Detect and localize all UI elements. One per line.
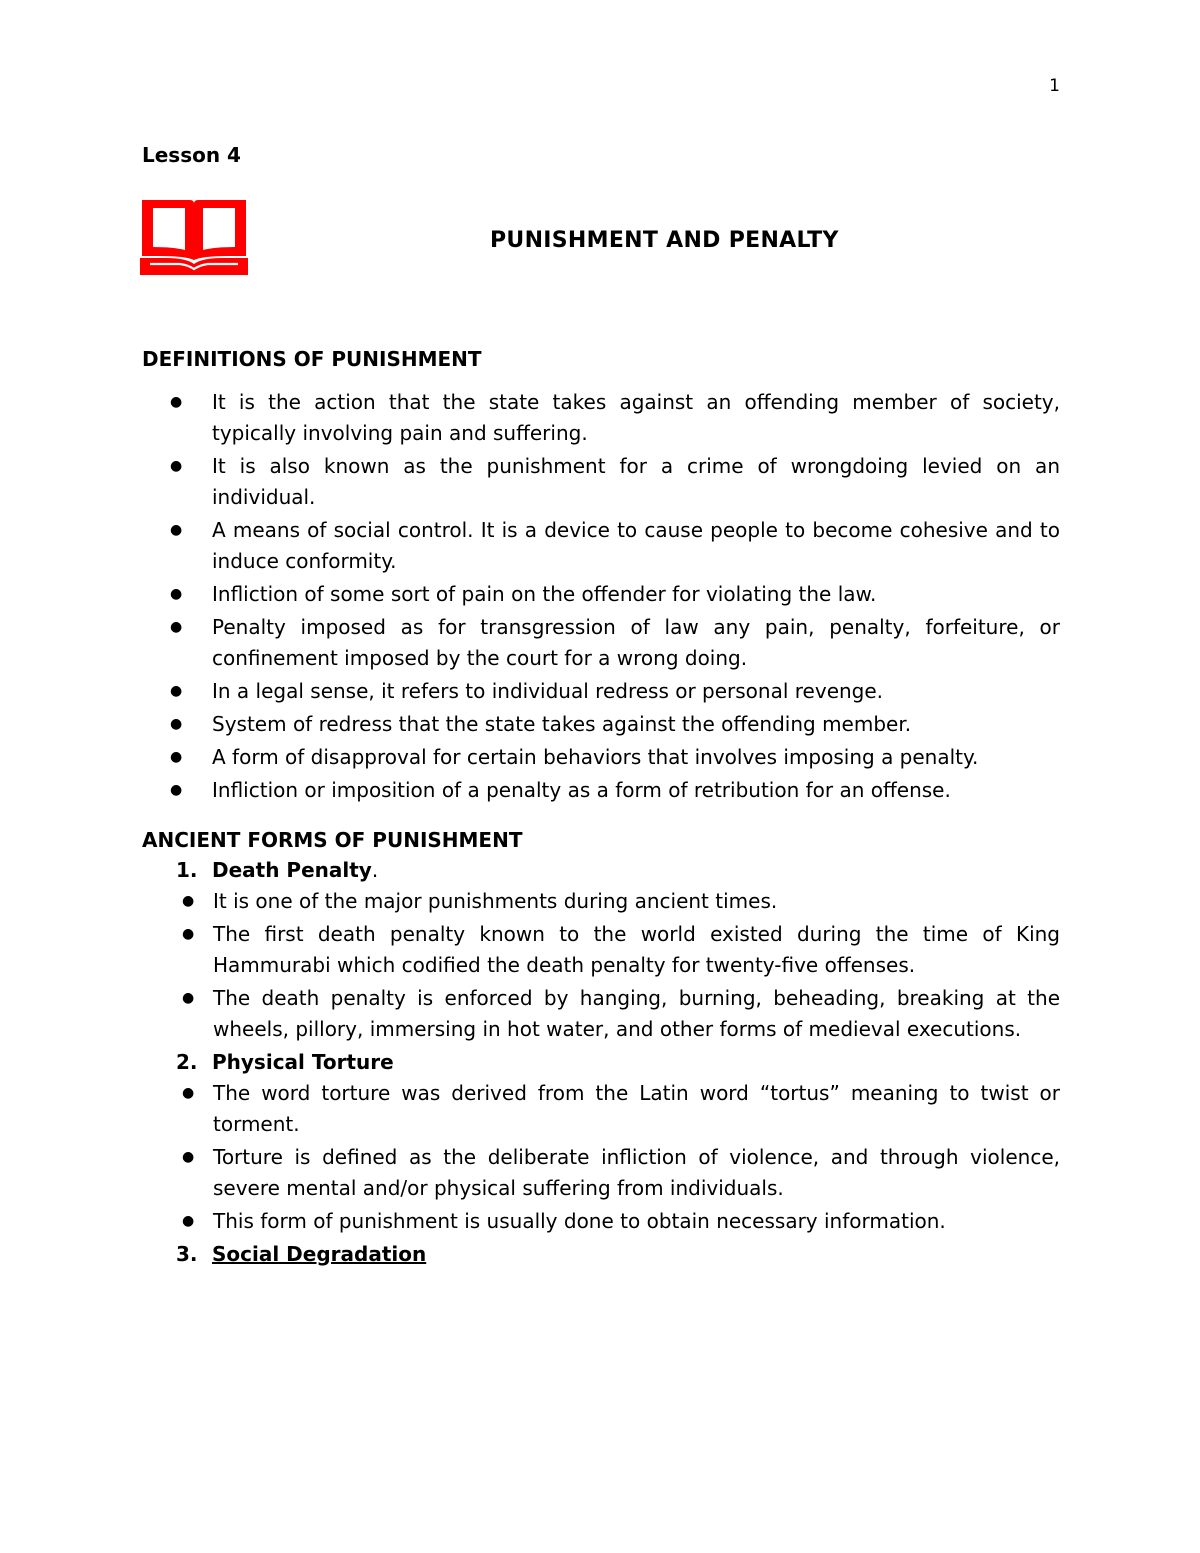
bullet-icon: ● (170, 522, 183, 538)
bullet-icon: ● (170, 749, 183, 765)
bullet-icon: ● (182, 926, 195, 942)
bullet-icon: ● (182, 990, 195, 1006)
page-number: 1 (1049, 76, 1060, 96)
list-item: ● Penalty imposed as for transgression of law any pain, penalty, forfeiture, or confinement imposed by the court for a wrong doing. (142, 612, 1060, 674)
list-item: ● Infliction of some sort of pain on the offender for violating the law. (142, 579, 1060, 610)
list-item: ● In a legal sense, it refers to individual redress or personal revenge. (142, 676, 1060, 707)
definitions-list (142, 387, 1060, 806)
bullet-icon: ● (170, 394, 183, 410)
page-title: PUNISHMENT AND PENALTY (490, 228, 839, 253)
bullet-icon: ● (182, 1149, 195, 1165)
item-number: 3. (176, 1242, 198, 1266)
sub-list (142, 1078, 1060, 1237)
ancient-item-physical-torture (142, 1047, 1060, 1237)
ancient-forms-list (142, 855, 1060, 1270)
definitions-heading: DEFINITIONS OF PUNISHMENT (142, 347, 482, 371)
list-item: ● This form of punishment is usually done to obtain necessary information. (142, 1206, 1060, 1237)
ancient-forms-heading: ANCIENT FORMS OF PUNISHMENT (142, 828, 523, 852)
bullet-icon: ● (182, 1085, 195, 1101)
list-item: ● Infliction or imposition of a penalty as a form of retribution for an offense. (142, 775, 1060, 806)
ancient-item-social-degradation (142, 1239, 1060, 1270)
item-title: Death Penalty (212, 858, 372, 882)
sub-list (142, 886, 1060, 1045)
bullet-icon: ● (170, 782, 183, 798)
bullet-icon: ● (182, 1213, 195, 1229)
list-item: ● A means of social control. It is a device to cause people to become cohesive and to induce conformity. (142, 515, 1060, 577)
bullet-icon: ● (170, 683, 183, 699)
item-title-suffix: . (371, 858, 379, 882)
bullet-icon: ● (170, 716, 183, 732)
list-item: ● The word torture was derived from the Latin word “tortus” meaning to twist or torment. (142, 1078, 1060, 1140)
list-item: ● The first death penalty known to the world existed during the time of King Hammurabi which codified the death penalty for twenty-five offenses. (142, 919, 1060, 981)
ancient-item-death-penalty (142, 855, 1060, 1045)
lesson-label: Lesson 4 (142, 143, 241, 167)
bullet-icon: ● (182, 893, 195, 909)
bullet-icon: ● (170, 458, 183, 474)
bullet-icon: ● (170, 586, 183, 602)
list-item: ● It is also known as the punishment for a crime of wrongdoing levied on an individual. (142, 451, 1060, 513)
item-title: Social Degradation (212, 1242, 427, 1266)
item-title: Physical Torture (212, 1050, 394, 1074)
item-number: 1. (176, 858, 198, 882)
list-item: ● System of redress that the state takes against the offending member. (142, 709, 1060, 740)
item-number: 2. (176, 1050, 198, 1074)
list-item: ● A form of disapproval for certain behaviors that involves imposing a penalty. (142, 742, 1060, 773)
list-item: ● It is the action that the state takes against an offending member of society, typically involving pain and suffering. (142, 387, 1060, 449)
document-body (142, 346, 1060, 1270)
bullet-icon: ● (170, 619, 183, 635)
list-item: ● Torture is defined as the deliberate infliction of violence, and through violence, severe mental and/or physical suffering from individuals. (142, 1142, 1060, 1204)
book-icon (140, 198, 248, 276)
list-item: ● The death penalty is enforced by hanging, burning, beheading, breaking at the wheels, pillory, immersing in hot water, and other forms of medieval executions. (142, 983, 1060, 1045)
list-item: ● It is one of the major punishments during ancient times. (142, 886, 1060, 917)
